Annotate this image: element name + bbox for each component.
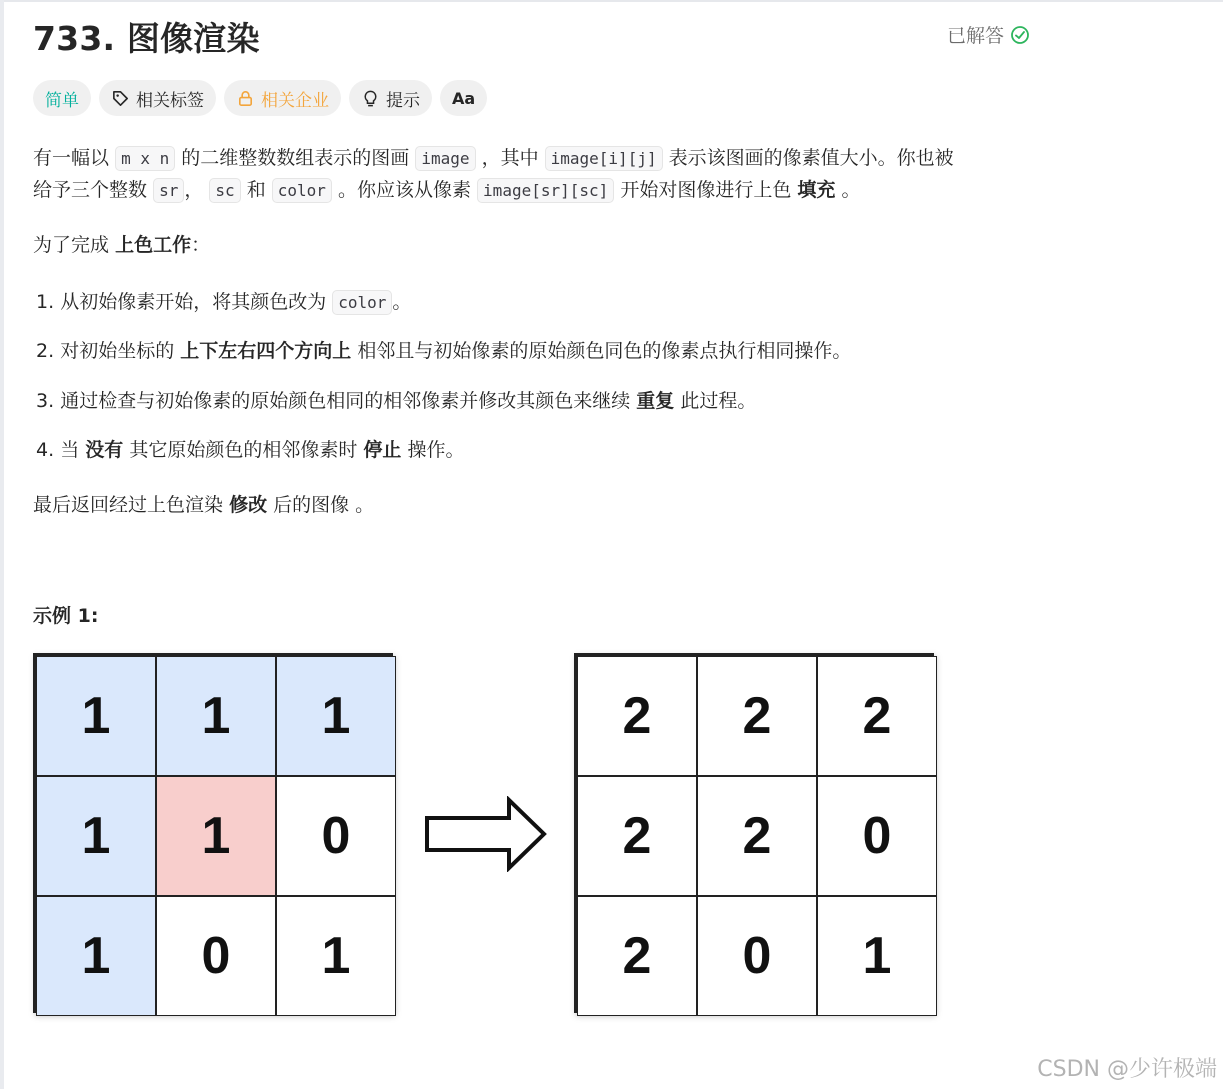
step-2: 2. 对初始坐标的 上下左右四个方向上 相邻且与初始像素的原始颜色同色的像素点执行相同操作。	[36, 340, 852, 362]
related-companies-label: 相关企业	[261, 90, 329, 111]
code-m-x-n: m x n	[115, 146, 175, 171]
code-color: color	[272, 178, 332, 203]
input-grid	[33, 653, 393, 1013]
output-cell-2-2: 1	[817, 896, 937, 1016]
input-cell-0-0: 1	[36, 656, 156, 776]
example-title: 示例 1:	[33, 605, 99, 627]
lightbulb-icon	[361, 89, 380, 108]
code-image: image	[415, 146, 475, 171]
step-1: 1. 从初始像素开始，将其颜色改为 color 。	[36, 291, 412, 313]
code-sr: sr	[153, 178, 184, 203]
translate-icon: Aa	[452, 88, 476, 108]
tag-icon	[111, 89, 130, 108]
output-cell-0-1: 2	[697, 656, 817, 776]
solved-status	[947, 21, 1030, 48]
solved-label: 已解答	[947, 25, 1005, 47]
input-cell-0-2: 1	[276, 656, 396, 776]
output-cell-1-0: 2	[577, 776, 697, 896]
right-arrow-icon	[423, 796, 549, 872]
translate-button[interactable]	[440, 80, 487, 116]
related-tags-label: 相关标签	[136, 90, 204, 111]
hint-label: 提示	[386, 90, 420, 111]
input-cell-1-0: 1	[36, 776, 156, 896]
output-cell-1-1: 2	[697, 776, 817, 896]
lock-icon	[236, 89, 255, 108]
output-cell-1-2: 0	[817, 776, 937, 896]
input-cell-2-1: 0	[156, 896, 276, 1016]
code-sc: sc	[209, 178, 240, 203]
hint-button[interactable]	[349, 80, 432, 116]
output-cell-2-0: 2	[577, 896, 697, 1016]
step-3: 3. 通过检查与初始像素的原始颜色相同的相邻像素并修改其颜色来继续 重复 此过程。	[36, 390, 757, 412]
input-cell-0-1: 1	[156, 656, 276, 776]
output-cell-2-1: 0	[697, 896, 817, 1016]
intro-line: 为了完成 上色工作：	[33, 234, 211, 256]
input-cell-1-1: 1	[156, 776, 276, 896]
problem-title: 733. 图像渲染	[33, 19, 260, 58]
check-circle-icon	[1010, 25, 1030, 45]
difficulty-tag[interactable]	[33, 80, 91, 116]
final-line: 最后返回经过上色渲染 修改 后的图像 。	[33, 494, 375, 516]
input-cell-2-0: 1	[36, 896, 156, 1016]
code-image-sr-sc: image[sr][sc]	[477, 178, 614, 203]
difficulty-label: 简单	[45, 90, 79, 111]
tag-bar	[33, 80, 487, 116]
description-line-2: 给予三个整数 sr ， sc 和 color 。你应该从像素 image[sr][sc] 开始对图像进行上色 填充 。	[33, 179, 861, 201]
related-tags-button[interactable]	[99, 80, 216, 116]
top-border	[0, 0, 1223, 2]
csdn-watermark: CSDN @少许极端	[1037, 1057, 1217, 1082]
related-companies-button[interactable]	[224, 80, 341, 116]
code-color-step: color	[332, 290, 392, 315]
output-cell-0-2: 2	[817, 656, 937, 776]
input-cell-2-2: 1	[276, 896, 396, 1016]
input-cell-1-2: 0	[276, 776, 396, 896]
output-grid	[574, 653, 934, 1013]
step-4: 4. 当 没有 其它原始颜色的相邻像素时 停止 操作。	[36, 439, 465, 461]
code-image-ij: image[i][j]	[545, 146, 663, 171]
description-line-1: 有一幅以 m x n 的二维整数数组表示的图画 image ，其中 image[i][j] 表示该图画的像素值大小。你也被	[33, 147, 954, 169]
output-cell-0-0: 2	[577, 656, 697, 776]
left-border	[0, 0, 4, 1089]
